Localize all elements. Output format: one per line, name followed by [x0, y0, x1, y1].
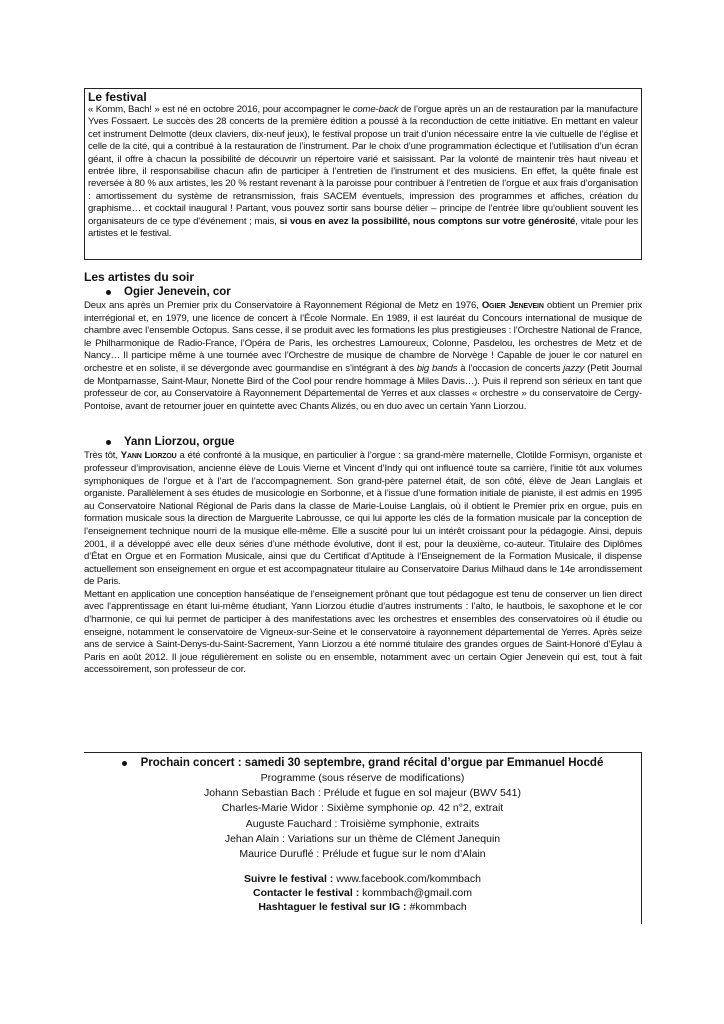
yann-text-2: a été confronté à la musique, en particulier à l’orgue : sa grand-mère maternelle, Clotilde Formisyn, organiste et professeur d’improvisation, ancienne élève de Louis Vierne et Vincent d’Indy qui ont influencé toute sa carrière, l’initie tôt aux volumes symphoniques de l’orgue et à l’art de l’accompagnement. Son grand-père paternel était, de son côté, élève de Jean Langlais et organiste. Parallèlement à ses études de musicologie en Sorbonne, et à l’issue d’une formation initiale de pianiste, il est admis en 1995 au Conservatoire National Régional de Paris dans la classe de Marie-Louise Langlais, où il obtient le Premier prix en orgue, puis en formation musicale sous la direction de Marguerite Labrousse, ce qui lui apporte les clés de la formation musicale par la conception de l’enseignement technique nourri de la musique elle-même. Elle a suscité pour lui un intérêt croissant pour la pédagogie. Ainsi, depuis 2001, il a développé avec elle deux séries d’une méthode évolutive, dont il est, pour la deuxième, co-auteur. Titulaire des Diplômes d’État en Orgue et en Formation Musicale, ainsi que du Certificat d’Aptitude à l’Enseignement de la Formation Musicale, il dispense actuellement son enseignement en orgue et est accompagnateur titulaire au Conservatoire Darius Milhaud dans le 14e arrondissement de Paris. [84, 450, 642, 588]
bullet-icon [122, 761, 127, 766]
hashtag-line [84, 900, 641, 914]
follow-line [84, 872, 641, 886]
contact-label: Contacter le festival : [253, 887, 360, 900]
artist-heading-yann-label: Yann Liorzou, orgue [124, 436, 235, 449]
spacer [84, 413, 642, 435]
festival-text-end: , vitale pour les artistes et le festival. [88, 215, 639, 240]
concert-heading-label: Prochain concert : samedi 30 septembre, grand récital d’orgue par Emmanuel Hocdé [140, 757, 604, 769]
artists-title: Les artistes du soir [84, 270, 195, 284]
ogier-text-jazzy: jazzy [563, 362, 585, 374]
artist-heading-ogier [106, 285, 642, 300]
ogier-text-bigbands: big bands [416, 362, 458, 374]
ogier-text-1: Deux ans après un Premier prix du Conservatoire à Rayonnement Régional de Metz en 1976, [84, 300, 482, 311]
contact-links [84, 872, 641, 914]
programme-item-2-op: op. [420, 802, 436, 815]
artist-bio-yann-2: Mettant en application une conception hanséatique de l’enseignement prônant que tout pédagogue est tenu de conserver un lien direct avec l’apprentissage en étant lui-même étudiant, Yann Liorzou étudie d’autres instruments : l’alto, le hautbois, le saxophone et le cor d’harmonie, ce qui lui permet de participer à des manifestations avec les orchestres et ensembles des conservatoires où il étudie ou enseigne, notamment le conservatoire de Vigneux-sur-Seine et le conservatoire à rayonnement départemental de Yerres. Après seize ans de service à Saint-Denys-du-Saint-Sacrement, Yann Liorzou a été nommé titulaire des grandes orgues de Saint-Honoré d’Eylau à Paris en août 2012. Il joue régulièrement en soliste ou en ensemble, notamment avec un certain Ogier Jenevein qui est, tout à fait accessoirement, son professeur de cor. [84, 588, 642, 676]
programme-item [84, 801, 641, 816]
programme-item-2b: 42 n°2, extrait [435, 802, 504, 815]
artist-heading-ogier-label: Ogier Jenevein, cor [124, 286, 231, 298]
next-concert-section [84, 752, 642, 924]
festival-title: Le festival [88, 90, 147, 104]
ogier-text-3: à l’occasion de concerts [457, 362, 564, 374]
bullet-icon [106, 440, 111, 445]
email-link[interactable]: kommbach@gmail.com [359, 887, 472, 900]
festival-text-comeback: come-back [352, 104, 399, 115]
facebook-link[interactable]: www.facebook.com/kommbach [333, 873, 481, 886]
follow-label: Suivre le festival : [244, 873, 334, 886]
yann-text-1: Très tôt, [84, 450, 121, 462]
programme-item: Johann Sebastian Bach : Prélude et fugue en sol majeur (BWV 541) [204, 787, 521, 800]
hashtag-value: #kommbach [406, 901, 467, 914]
artist-bio-ogier [84, 300, 642, 413]
yann-name: Yann Liorzou [120, 450, 177, 462]
ogier-text-2: obtient un Premier prix interrégional et, en 1979, une licence de concert à l’École Normale. En 1989, il est lauréat du Concours international de musique de chambre avec l’ensemble Octopus. Sans cesse, il se produit avec les formations les plus prestigieuses : l’Orchestre National de France, le Philharmonique de Radio-France, l’Opéra de Paris, les orchestres Lamoureux, Colonne, Pasdelou, les orchestres de Metz et de Nancy… Il participe même à une tournée avec l’Orchestre de musique de chambre de Norvège ! Capable de jouer le cor naturel en orchestre et en soliste, il se dévergonde avec gourmandise en s’intégrant à des [84, 300, 643, 374]
hashtag-label: Hashtaguer le festival sur IG : [258, 901, 407, 914]
contact-line [84, 886, 641, 900]
artists-section [84, 270, 642, 677]
festival-text-1: « Komm, Bach! » est né en octobre 2016, pour accompagner le [88, 104, 353, 115]
festival-section [84, 88, 642, 260]
concert-heading [84, 756, 641, 771]
festival-text-bold: si vous en avez la possibilité, nous comptons sur votre générosité [279, 215, 576, 227]
festival-paragraph [88, 104, 638, 240]
programme-item: Jehan Alain : Variations sur un thème de Clément Janequin [224, 832, 501, 845]
programme-item: Maurice Duruflé : Prélude et fugue sur le nom d’Alain [239, 848, 486, 861]
artist-heading-yann [106, 435, 642, 450]
programme-item: Auguste Fauchard : Troisième symphonie, extraits [245, 817, 480, 830]
ogier-name: Ogier Jenevein [481, 300, 544, 311]
ogier-text-4: (Petit Journal de Montparnasse, Saint-Maur, Nonette Bird of the Cool pour rendre hommage à Miles Davis…). Puis il reprend son sérieux en tant que professeur de cor, au Conservatoire à Rayonnement Départemental de Yerres et aux classes « orchestre » du conservatoire de Cergy-Pontoise, avant de retourner jouer en quintette avec Chants Alizés, ou en duo avec un certain Yann Liorzou. [84, 362, 642, 412]
festival-text-2: de l’orgue après un an de restauration par la manufacture Yves Fossaert. Le succès des 28 concerts de la première édition a poussé à la reconduction de cette initiative. En mettant en valeur cet instrument Delmotte (deux claviers, dix-neuf jeux), le festival propose un trait d’union nécessaire entre la vie cultuelle de l’église et celle de la cité, qui a contribué à la restauration de l’instrument. Par le choix d’une programmation éclectique et l’utilisation d’un écran géant, il offre à chacun la possibilité de découvrir un répertoire varié et saisissant. Par la volonté de maintenir très haut niveau et entrée libre, il responsabilise chacun afin de participer à l’entretien de l’instrument et des musiciens. En effet, la quête finale est reversée à 80 % aux artistes, les 20 % restant revenant à la paroisse pour contribuer à l’entretien de l’orgue et aux frais d’organisation : amortissement du système de retransmission, frais SACEM éventuels, impression des programmes et affiches, création du graphisme… et cocktail inaugural ! Partant, vous pouvez sortir sans bourse délier – principe de l’entrée libre qu’oublient souvent les organisateurs de ce type d’événement ; mais, [88, 104, 638, 227]
programme-item-2a: Charles-Marie Widor : Sixième symphonie [221, 802, 421, 815]
programme-title: Programme (sous réserve de modifications) [260, 772, 465, 784]
bullet-icon [106, 290, 111, 295]
artist-bio-yann [84, 450, 642, 589]
